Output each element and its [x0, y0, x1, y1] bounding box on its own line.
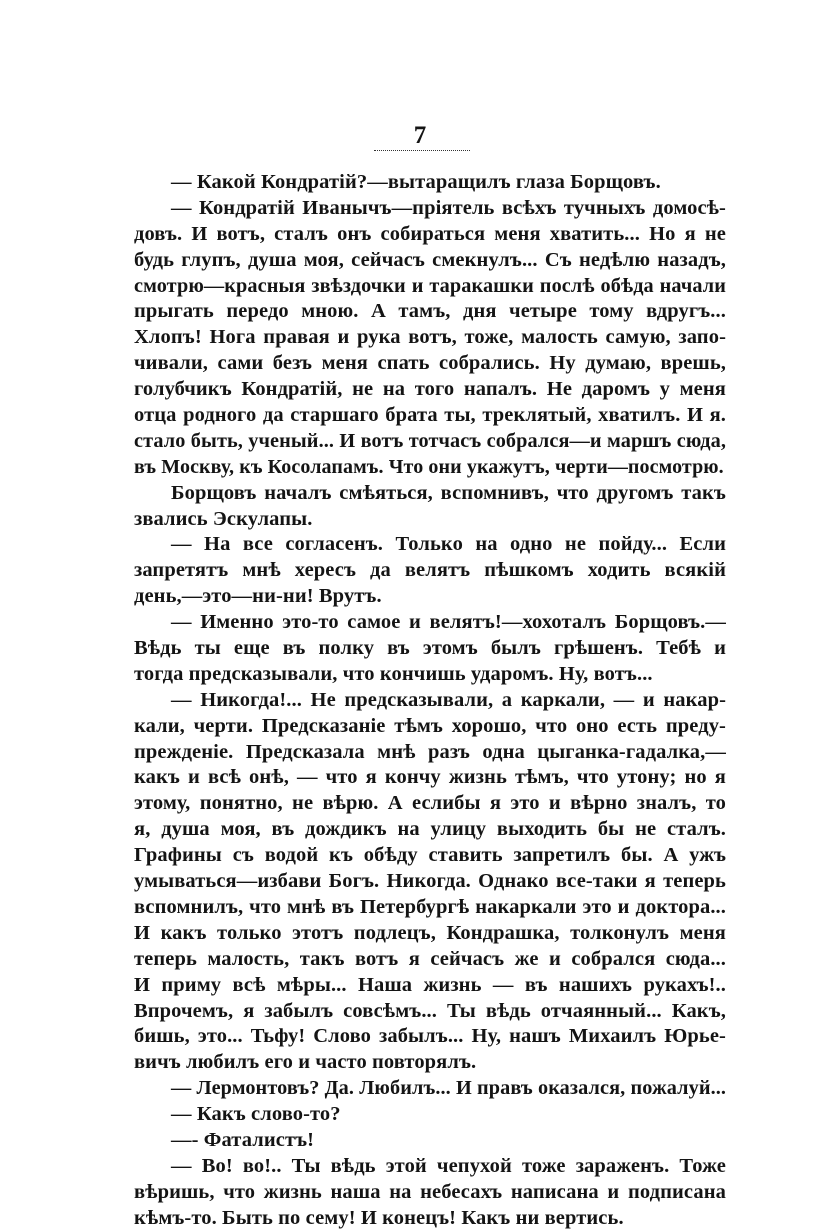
text-line: вспомнилъ, что мнѣ въ Петербургѣ накаркали это и доктора...	[134, 895, 726, 918]
text-line: — Какой Кондратій?—вытаращилъ глаза Борщовъ.	[171, 171, 661, 193]
text-line: Вѣдь ты еще въ полку въ этомъ былъ грѣшенъ. Тебѣ и	[134, 637, 726, 660]
text-line: тогда предсказывали, что кончишь ударомъ. Ну, вотъ...	[134, 662, 653, 685]
text-line: будь глупъ, душа моя, сейчасъ смекнулъ... Съ недѣлю назадъ,	[134, 248, 726, 271]
text-line: Борщовъ началъ смѣяться, вспомнивъ, что другомъ такъ	[171, 481, 726, 504]
text-line: стало быть, ученый... И вотъ тотчасъ собрался—и маршъ сюда,	[134, 429, 726, 452]
text-line: голубчикъ Кондратій, не на того напалъ. Не даромъ у меня	[134, 378, 726, 401]
text-line: день,—это—ни-ни! Врутъ.	[134, 585, 382, 608]
text-line: отца родного да старшаго брата ты, треклятый, хватилъ. И я.	[134, 404, 726, 427]
text-line: — Какъ слово-то?	[171, 1103, 341, 1126]
text-line: запретятъ мнѣ хересъ да велятъ пѣшкомъ ходить всякій	[134, 559, 726, 582]
text-line: этому, понятно, не вѣрю. А еслибы я это и вѣрно зналъ, то	[134, 792, 726, 815]
text-line: бишь, это... Тьфу! Слово забылъ... Ну, нашъ Михаилъ Юрье-	[134, 1025, 726, 1048]
text-line: въ Москву, къ Косолапамъ. Что они укажутъ, черти—посмотрю.	[134, 455, 724, 478]
text-line: чивали, сами безъ меня спать собрались. Ну думаю, врешь,	[134, 352, 726, 375]
text-line: Впрочемъ, я забылъ совсѣмъ... Ты вѣдь отчаянный... Какъ,	[134, 999, 726, 1022]
text-line: — Никогда!... Не предсказывали, а каркали, — и накар-	[171, 688, 726, 711]
text-line: теперь малость, такъ вотъ я сейчасъ же и собрался сюда...	[134, 947, 726, 970]
text-line: вѣришь, что жизнь наша на небесахъ написана и подписана	[134, 1180, 726, 1203]
text-line: умываться—избави Богъ. Никогда. Однако все-таки я теперь	[134, 870, 726, 893]
text-line: прыгать передо мною. А тамъ, дня четыре тому вдругъ...	[134, 300, 726, 323]
text-line: И какъ только этотъ подлецъ, Кондрашка, толконулъ меня	[134, 921, 726, 944]
text-line: Графины съ водой къ обѣду ставить запретилъ бы. А ужъ	[134, 844, 726, 867]
text-line: — На все согласенъ. Только на одно не пойду... Если	[171, 533, 726, 556]
text-line: кали, черти. Предсказаніе тѣмъ хорошо, что оно есть преду-	[134, 714, 726, 737]
text-line: — Лермонтовъ? Да. Любилъ... И правъ оказался, пожалуй...	[171, 1077, 727, 1100]
text-line: какъ и всѣ онѣ, — что я кончу жизнь тѣмъ, что утону; но я	[134, 766, 726, 789]
header-dotted-rule	[374, 150, 470, 151]
text-line: кѣмъ-то. Быть по сему! И конецъ! Какъ ни вертись.	[134, 1206, 624, 1229]
text-line: — Кондратій Иванычъ—пріятель всѣхъ тучныхъ домосѣ-	[171, 196, 726, 219]
text-line: вичъ любилъ его и часто повторялъ.	[134, 1051, 477, 1074]
body-text	[134, 170, 726, 1232]
text-line: я, душа моя, въ дождикъ на улицу выходить бы не сталъ.	[134, 818, 726, 841]
text-line: звались Эскулапы.	[134, 507, 313, 530]
text-line: И приму всѣ мѣры... Наша жизнь — въ нашихъ рукахъ!..	[134, 973, 726, 996]
text-line: —- Фаталистъ!	[171, 1128, 315, 1151]
text-line: смотрю—красныя звѣздочки и таракашки послѣ обѣда начали	[134, 274, 726, 297]
page-number: 7	[413, 122, 427, 149]
text-line: прежденіе. Предсказала мнѣ разъ одна цыганка-гадалка,—	[134, 740, 726, 763]
text-line: Хлопъ! Нога правая и рука вотъ, тоже, малость самую, запо-	[134, 326, 726, 349]
text-line: довъ. И вотъ, сталъ онъ собираться меня хватить... Но я не	[134, 222, 726, 245]
text-line: — Именно это-то самое и велятъ!—хохоталъ Борщовъ.—	[171, 611, 726, 634]
text-line: — Во! во!.. Ты вѣдь этой чепухой тоже зараженъ. Тоже	[171, 1154, 726, 1177]
